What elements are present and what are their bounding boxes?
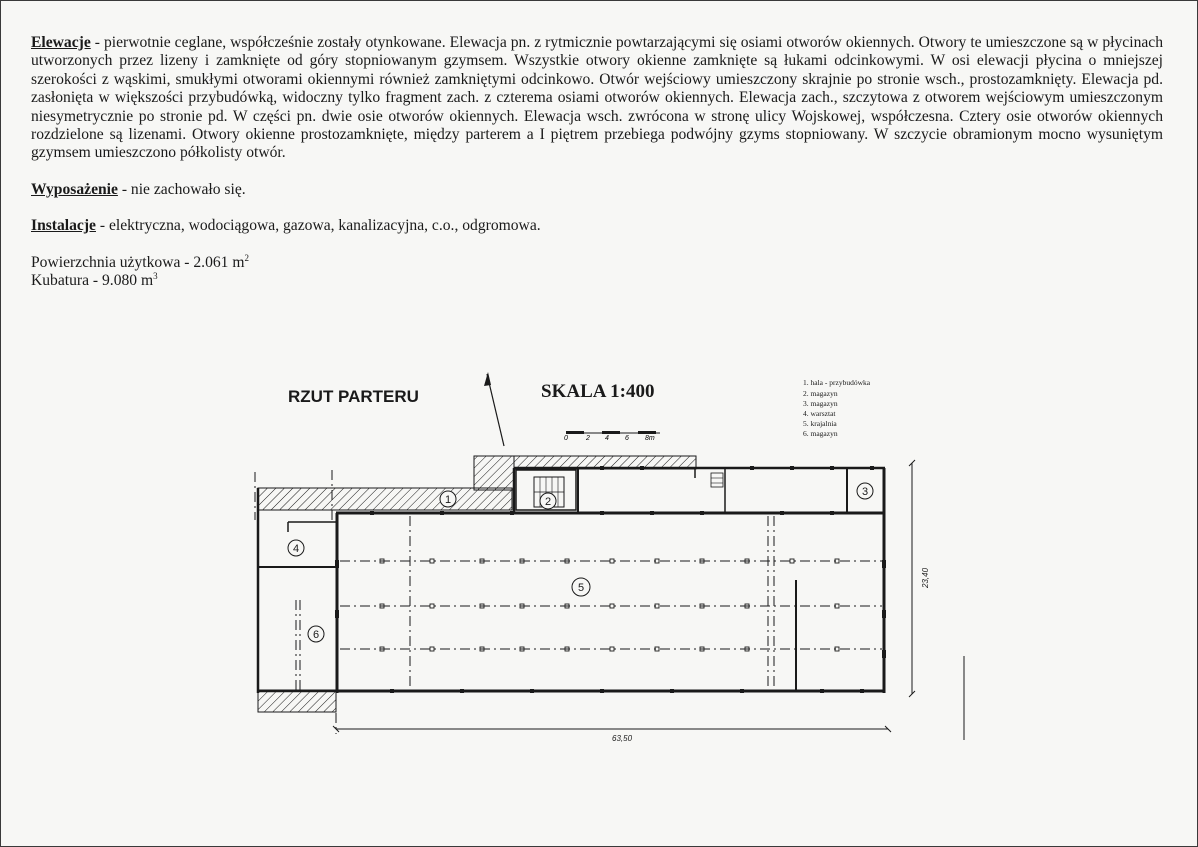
dimension-width: 23,40 [921, 567, 930, 588]
elevations-heading: Elewacje [31, 34, 91, 51]
room-number-6 [308, 626, 324, 642]
volume: Kubatura - 9.080 $m^3$ [31, 270, 158, 289]
annex-hatched [258, 456, 696, 712]
plan-scale: SKALA 1:400 [541, 381, 655, 402]
scale-bar [564, 431, 660, 442]
equipment-text: - nie zachowało się. [117, 180, 246, 198]
svg-text:2: 2 [544, 496, 552, 508]
scale-tick-8: 8m [645, 435, 655, 442]
legend-item-1: 1. hala - przybudówka [803, 378, 871, 387]
scale-tick-6: 6 [625, 435, 629, 442]
legend-item-6: 6. magazyn [803, 429, 838, 438]
usable-area: Powierzchnia użytkowa - 2.061 $m^2$ [31, 252, 249, 271]
svg-text:4: 4 [292, 543, 300, 555]
installations-text: - elektryczna, wodociągowa, gazowa, kanalizacyjna, c.o., odgromowa. [95, 217, 541, 235]
room-number-1 [440, 491, 456, 507]
column-markers [380, 559, 839, 651]
scale-tick-2: 2 [586, 435, 590, 442]
plan-title: RZUT PARTERU [288, 387, 419, 406]
dimension-length: 63,50 [612, 734, 633, 743]
legend-item-2: 2. magazyn [803, 389, 838, 398]
equipment-heading: Wyposażenie [31, 180, 118, 198]
installations-heading: Instalacje [31, 217, 96, 235]
room-number-5 [572, 578, 590, 596]
svg-text:3: 3 [861, 486, 869, 498]
scale-tick-4: 4 [605, 435, 609, 442]
legend-item-3: 3. magazyn [803, 399, 838, 408]
scale-tick-0: 0 [564, 435, 568, 442]
legend-item-5: 5. krajalnia [803, 419, 837, 428]
room-number-4 [288, 540, 304, 556]
elevations-text: - pierwotnie ceglane, współcześnie zostały otynkowane. Elewacja pn. z rytmicznie powtarzającymi się osiami otworów okiennych. Otwory te umieszczone są w płycinach utworzonych przez lizeny i zamknięte od góry stopniowanym gzymsem. Wszystkie otwory okienne zamknięte są łukami odcinkowymi. W osi elewacji płycina o mniejszej szerokości z wąskimi, smukłymi otworami okiennymi również zamkniętymi odcinkowo. Otwór wejściowy umieszczony skrajnie po stronie wsch., prostozamknięty. Elewacja pd. zasłonięta w większości przybudówką, widoczny tylko fragment zach. z czterema osiami otworów okiennych. Elewacja zach., szczytowa z otworem wejściowym umieszczonym niesymetrycznie po stronie pd. W części pn. dwie osie otworów okiennych. Elewacja wsch. zwrócona w stronę ulicy Wojskowej, współczesna. Cztery osie otworów okiennych rozdzielone są lizenami. Otwory okienne prostozamknięte, między parterem a I piętrem przebiega podwójny gzyms stopniowany. W szczycie obramionym mocno wysuniętym gzymsem umieszczono półkolisty otwór. [31, 34, 1163, 162]
svg-text:6: 6 [312, 629, 320, 641]
legend-item-4: 4. warsztat [803, 409, 836, 418]
svg-text:1: 1 [444, 494, 452, 506]
room-number-2 [540, 493, 556, 509]
room-number-3 [857, 483, 873, 499]
svg-text:5: 5 [577, 582, 585, 594]
room-legend [803, 378, 871, 438]
north-arrow-icon [484, 372, 504, 446]
